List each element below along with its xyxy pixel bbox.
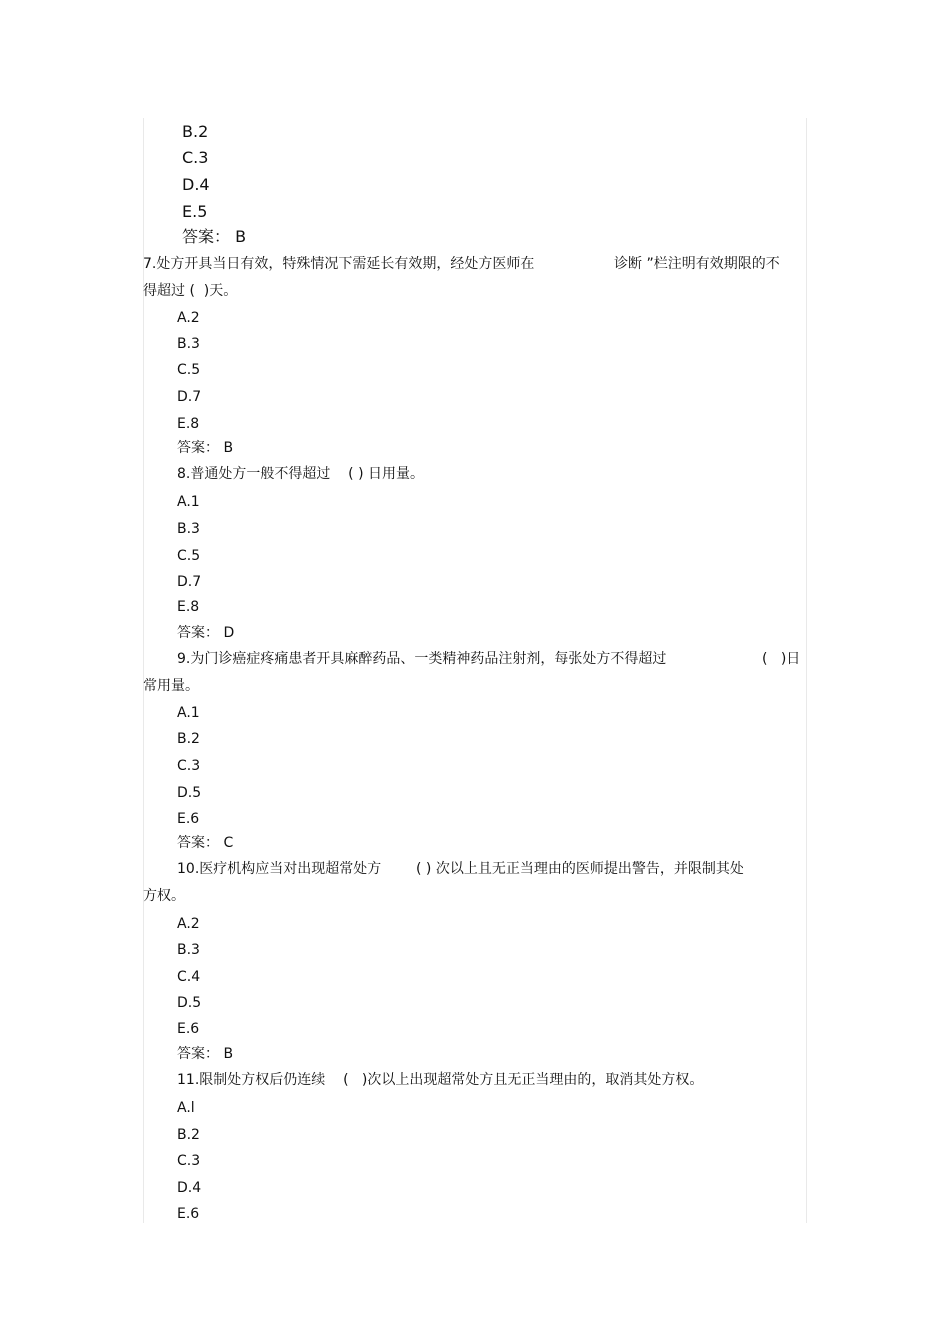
q10-answer: 答案： B (177, 1046, 234, 1062)
q10-option-c: C.4 (177, 969, 201, 985)
q10-text-part1: 10.医疗机构应当对出现超常处方 (177, 861, 382, 877)
q8-option-d: D.7 (177, 574, 202, 590)
q10-option-b: B.3 (177, 942, 200, 958)
q7-option-c: C.5 (177, 362, 201, 378)
q7-answer: 答案： B (177, 440, 234, 456)
q10-text-part2: ( ) 次以上且无正当理由的医师提出警告，并限制其处 (416, 861, 744, 877)
q7-text-part2: 诊断 ”栏注明有效期限的不 (614, 256, 780, 272)
q9-text-line2: 常用量。 (143, 678, 199, 694)
q9-option-e: E.6 (177, 811, 200, 827)
q9-option-d: D.5 (177, 785, 202, 801)
q10-option-d: D.5 (177, 995, 202, 1011)
q9-text-part1: 9.为门诊癌症疼痛患者开具麻醉药品、一类精神药品注射剂，每张处方不得超过 (177, 651, 667, 667)
q7-text-part1: 7.处方开具当日有效，特殊情况下需延长有效期，经处方医师在 (143, 256, 535, 272)
q8-option-b: B.3 (177, 521, 200, 537)
q7-option-e: E.8 (177, 416, 200, 432)
q8-option-a: A.1 (177, 494, 200, 510)
q7-option-d: D.7 (177, 389, 202, 405)
q11-option-a: A.l (177, 1100, 195, 1116)
q10-option-e: E.6 (177, 1021, 200, 1037)
q11-option-b: B.2 (177, 1127, 200, 1143)
q10-option-a: A.2 (177, 916, 200, 932)
q11-option-c: C.3 (177, 1153, 201, 1169)
q11-text: 11.限制处方权后仍连续 ( )次以上出现超常处方且无正当理由的，取消其处方权。 (177, 1072, 704, 1088)
q11-option-e: E.6 (177, 1206, 200, 1222)
q11-option-d: D.4 (177, 1180, 202, 1196)
q10-text-line2: 方权。 (143, 888, 185, 904)
q9-option-c: C.3 (177, 758, 201, 774)
q7-option-a: A.2 (177, 310, 200, 326)
q7-text-line2: 得超过 ( )天。 (143, 283, 238, 299)
option-b: B.2 (182, 122, 209, 141)
q9-answer: 答案： C (177, 835, 234, 851)
q9-text-part2: ( )日 (762, 651, 801, 667)
option-c: C.3 (182, 148, 209, 167)
answer: 答案： B (182, 227, 247, 246)
page-right-border (806, 118, 807, 1223)
q9-option-a: A.1 (177, 705, 200, 721)
option-e: E.5 (182, 202, 208, 221)
q8-text: 8.普通处方一般不得超过 ( ) 日用量。 (177, 466, 424, 482)
q9-option-b: B.2 (177, 731, 200, 747)
q7-option-b: B.3 (177, 336, 200, 352)
q8-answer: 答案： D (177, 625, 235, 641)
option-d: D.4 (182, 175, 210, 194)
q8-option-e: E.8 (177, 599, 200, 615)
q8-option-c: C.5 (177, 548, 201, 564)
